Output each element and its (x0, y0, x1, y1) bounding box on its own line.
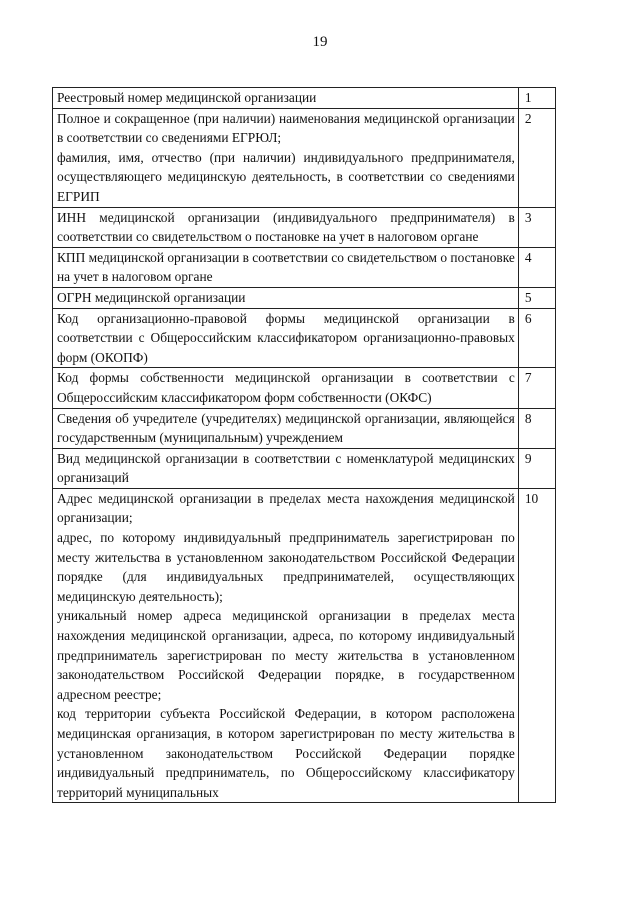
field-number-cell: 6 (518, 308, 555, 368)
field-description-text: Код формы собственности медицинской организации в соответствии с Общероссийским классификатором форм собственности (ОКФС) (57, 370, 515, 405)
table-row (53, 408, 556, 448)
field-description-text: фамилия, имя, отчество (при наличии) индивидуального предпринимателя, осуществляющего медицинскую деятельность, в соответствии со сведениями ЕГРИП (57, 149, 515, 204)
field-description-cell (53, 308, 519, 368)
table-row (53, 488, 556, 803)
field-description-text: уникальный номер адреса медицинской организации в пределах места нахождения медицинской организации, адреса, по которому индивидуальный предприниматель зарегистрирован по месту жительства в установленном законодательством Российской Федерации порядке, в государственном адресном реестре; (57, 608, 515, 702)
field-number-cell: 7 (518, 368, 555, 408)
field-description-text: Код организационно-правовой формы медицинской организации в соответствии с Общероссийским классификатором организационно-правовых форм (ОКОПФ) (57, 310, 515, 365)
field-number-cell: 1 (518, 88, 555, 109)
field-description-text: Полное и сокращенное (при наличии) наименования медицинской организации в соответствии со сведениями ЕГРЮЛ; (57, 110, 515, 146)
field-number-cell: 5 (518, 287, 555, 308)
page-number: 19 (312, 34, 328, 50)
field-description-cell (53, 207, 519, 247)
field-number-cell: 8 (518, 408, 555, 448)
field-description-text: ОГРН медицинской организации (57, 289, 246, 305)
field-description-cell (53, 108, 519, 207)
table-row (53, 287, 556, 308)
field-description-text: адрес, по которому индивидуальный предприниматель зарегистрирован по месту жительства в установленном законодательством Российской Федерации порядке (для индивидуальных предпринимателей, осуществляющих медицинскую деятельность); (57, 530, 515, 604)
field-number-cell: 10 (518, 488, 555, 803)
field-description-cell (53, 488, 519, 803)
field-number-cell: 4 (518, 247, 555, 287)
table-row (53, 207, 556, 247)
field-description-text: Адрес медицинской организации в пределах места нахождения медицинской организации; (57, 490, 515, 526)
field-description-cell (53, 247, 519, 287)
field-description-cell (53, 287, 519, 308)
field-number-cell: 9 (518, 448, 555, 488)
table-row (53, 448, 556, 488)
table-row (53, 368, 556, 408)
field-description-text: КПП медицинской организации в соответствии со свидетельством о постановке на учет в налоговом органе (57, 249, 515, 285)
field-description-cell (53, 368, 519, 408)
field-description-text: Сведения об учредителе (учредителях) медицинской организации, являющейся государственным (муниципальным) учреждением (57, 410, 515, 446)
table-row (53, 88, 556, 109)
table-row (53, 108, 556, 207)
field-description-text: ИНН медицинской организации (индивидуального предпринимателя) в соответствии со свидетельством о постановке на учет в налоговом органе (57, 209, 515, 245)
field-description-cell (53, 88, 519, 109)
field-description-text: Реестровый номер медицинской организации (57, 90, 317, 105)
registry-fields-table (52, 87, 556, 803)
field-description-text: код территории субъекта Российской Федерации, в котором расположена медицинская организация, в котором зарегистрирован по месту жительства в установленном законодательством Российской Федерации порядке индивидуальный предприниматель, по Общероссийскому классификатору территорий муниципальных (57, 706, 515, 800)
field-description-cell (53, 408, 519, 448)
field-number-cell: 2 (518, 108, 555, 207)
table-row (53, 308, 556, 368)
field-number-cell: 3 (518, 207, 555, 247)
field-description-text: Вид медицинской организации в соответствии с номенклатурой медицинских организаций (57, 450, 515, 486)
field-description-cell (53, 448, 519, 488)
table-row (53, 247, 556, 287)
